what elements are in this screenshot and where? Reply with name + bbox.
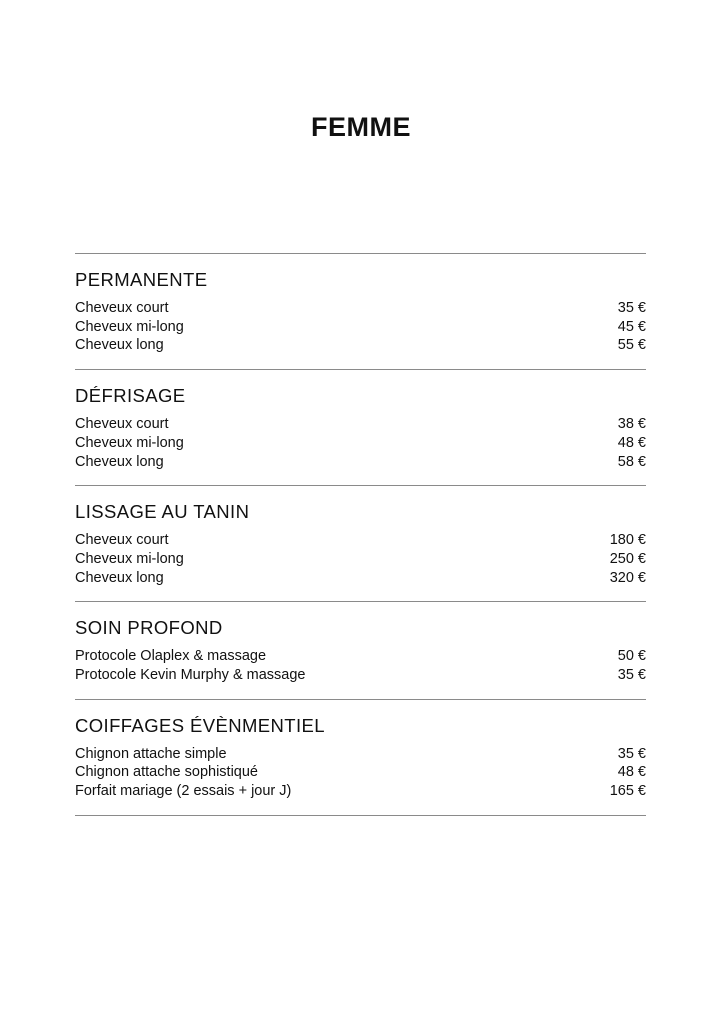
item-label: Cheveux long — [75, 569, 164, 586]
item-price: 35 € — [617, 667, 646, 684]
item-label: Cheveux mi-long — [75, 434, 184, 451]
list-item — [75, 531, 646, 550]
list-item — [75, 299, 646, 318]
item-price: 48 € — [617, 764, 646, 781]
section-defrisage — [75, 370, 646, 486]
item-price: 35 € — [617, 300, 646, 316]
price-list — [75, 253, 646, 816]
section-title: SOIN PROFOND — [75, 617, 223, 639]
list-item — [75, 763, 646, 782]
list-item — [75, 415, 646, 434]
item-price: 45 € — [617, 318, 646, 335]
item-price: 320 € — [609, 569, 646, 586]
list-item — [75, 434, 646, 453]
list-item — [75, 647, 646, 666]
section-soin-profond — [75, 602, 646, 699]
item-label: Chignon attache simple — [75, 745, 227, 762]
item-price: 165 € — [609, 783, 646, 800]
list-item — [75, 782, 646, 801]
list-item — [75, 745, 646, 764]
section-coiffages-evenementiel — [75, 700, 646, 816]
item-label: Cheveux court — [75, 300, 169, 316]
section-lissage-au-tanin — [75, 486, 646, 602]
item-price: 58 € — [617, 453, 646, 470]
list-item — [75, 336, 646, 355]
item-price: 250 € — [609, 550, 646, 567]
section-permanente — [75, 254, 646, 370]
item-label: Cheveux court — [75, 416, 169, 433]
section-title: DÉFRISAGE — [75, 385, 186, 407]
section-title: PERMANENTE — [75, 269, 208, 290]
section-title: LISSAGE AU TANIN — [75, 501, 250, 523]
list-item — [75, 550, 646, 569]
item-label: Forfait mariage (2 essais + jour J) — [75, 783, 292, 800]
item-label: Cheveux long — [75, 453, 164, 470]
item-price: 35 € — [617, 745, 646, 762]
item-price: 55 € — [617, 337, 646, 354]
item-price: 38 € — [617, 416, 646, 433]
section-title: COIFFAGES ÉVÈNMENTIEL — [75, 714, 325, 736]
item-label: Cheveux long — [75, 337, 164, 354]
page-title: FEMME — [311, 112, 411, 142]
item-label: Cheveux mi-long — [75, 318, 184, 335]
list-item — [75, 318, 646, 337]
list-item — [75, 666, 646, 685]
item-label: Cheveux court — [75, 532, 169, 549]
item-label: Protocole Kevin Murphy & massage — [75, 667, 306, 684]
item-label: Protocole Olaplex & massage — [75, 648, 267, 665]
item-label: Chignon attache sophistiqué — [75, 764, 258, 781]
item-price: 48 € — [617, 434, 646, 451]
item-label: Cheveux mi-long — [75, 550, 184, 567]
list-item — [75, 569, 646, 588]
list-item — [75, 453, 646, 472]
item-price: 50 € — [617, 648, 646, 665]
item-price: 180 € — [609, 532, 646, 549]
